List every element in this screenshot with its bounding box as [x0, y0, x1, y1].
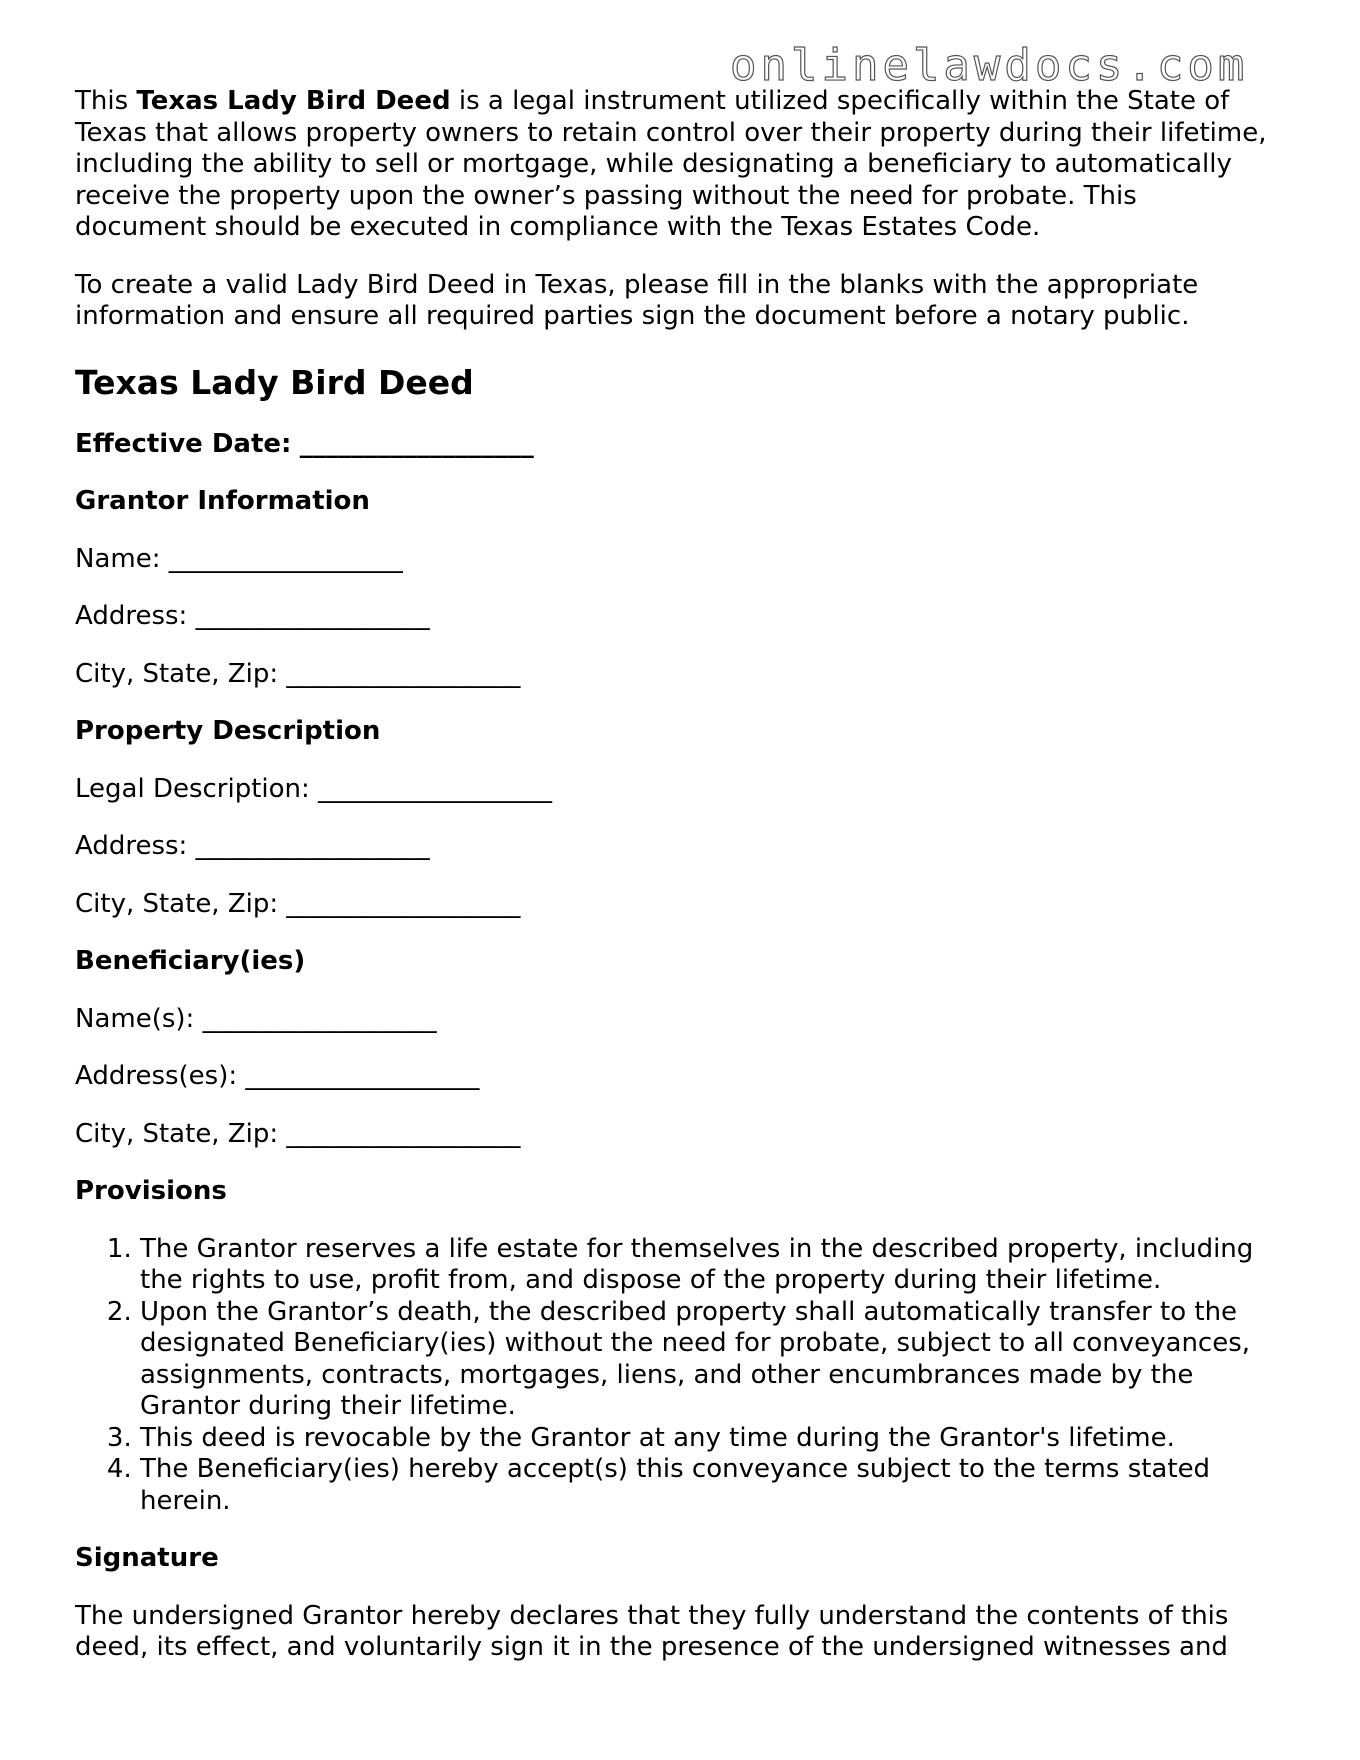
- grantor-city-field: City, State, Zip: __________________: [75, 658, 521, 689]
- grantor-name-field: Name: __________________: [75, 543, 403, 574]
- signature-declaration: The undersigned Grantor hereby declares that they fully understand the contents of this deed, its effect, and voluntarily sign it in the presence of the undersigned witnesses and: [75, 1600, 1229, 1662]
- provisions-list: [75, 1234, 1275, 1518]
- document-body: [75, 86, 1275, 1664]
- intro-text-start: This: [75, 86, 137, 116]
- beneficiary-city-field: City, State, Zip: __________________: [75, 1118, 521, 1149]
- beneficiary-heading: Beneficiary(ies): [75, 946, 306, 976]
- beneficiary-names-field: Name(s): __________________: [75, 1003, 437, 1034]
- grantor-heading: Grantor Information: [75, 486, 370, 516]
- property-address-field: Address: __________________: [75, 831, 430, 861]
- effective-date-field: [75, 429, 1275, 461]
- grantor-address-field: Address: __________________: [75, 601, 430, 631]
- property-heading: Property Description: [75, 716, 381, 746]
- effective-date-blank: __________________: [299, 428, 534, 459]
- provision-item: 3. This deed is revocable by the Grantor at any time during the Grantor's lifetime.: [140, 1423, 1275, 1455]
- intro-paragraph: [75, 86, 1275, 244]
- property-city-field: City, State, Zip: __________________: [75, 888, 521, 919]
- provision-item: 2. Upon the Grantor’s death, the described property shall automatically transfer to the designated Beneficiary(ies) without the need for probate, subject to all conveyances, assignments, contracts, mortgages, liens, and other encumbrances made by the Grantor during their lifetime.: [140, 1297, 1275, 1423]
- effective-date-label: Effective Date:: [75, 428, 292, 459]
- intro-deed-name: Texas Lady Bird Deed: [136, 86, 451, 116]
- provisions-heading: Provisions: [75, 1176, 227, 1206]
- provision-item: 1. The Grantor reserves a life estate for themselves in the described property, including the rights to use, profit from, and dispose of the property during their lifetime.: [140, 1234, 1275, 1297]
- intro-text-rest: is a legal instrument utilized specifically within the State of Texas that allows property owners to retain control over their property during their lifetime, including the ability to sell or mortgage, while designating a beneficiary to automatically receive the property upon the owner’s passing without the need for probate. This document should be executed in compliance with the Texas Estates Code.: [75, 86, 1267, 242]
- signature-heading: Signature: [75, 1543, 219, 1573]
- site-watermark: onlinelawdocs.com: [730, 40, 1249, 91]
- property-legal-field: Legal Description: __________________: [75, 773, 553, 804]
- beneficiary-addresses-field: Address(es): __________________: [75, 1061, 480, 1091]
- document-title: Texas Lady Bird Deed: [75, 362, 474, 402]
- instructions-paragraph: To create a valid Lady Bird Deed in Texas, please fill in the blanks with the appropriate information and ensure all required parties sign the document before a notary public.: [75, 269, 1199, 331]
- provision-item: 4. The Beneficiary(ies) hereby accept(s) this conveyance subject to the terms stated herein.: [140, 1454, 1275, 1517]
